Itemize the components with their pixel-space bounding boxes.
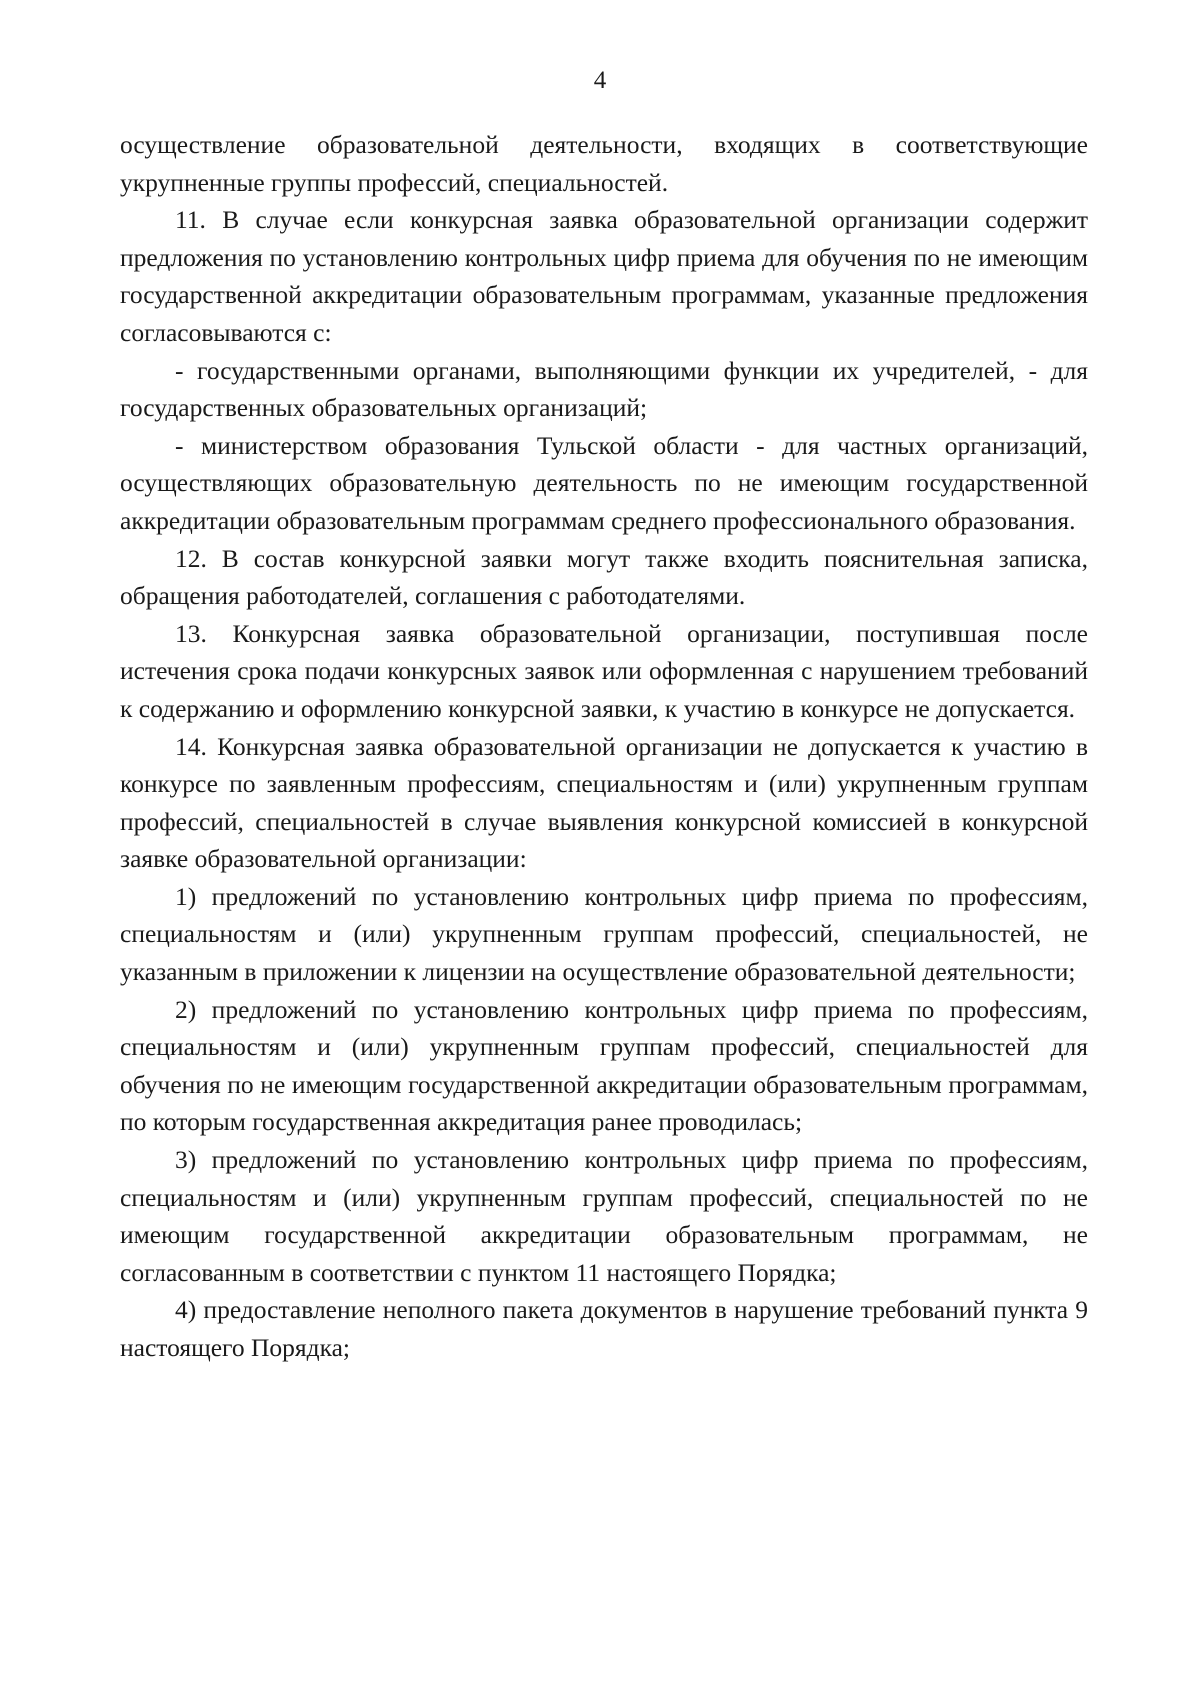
paragraph-item-11: 11. В случае если конкурсная заявка образовательной организации содержит предложения по установлению контрольных цифр приема для обучения по не имеющим государственной аккредитации образовательным программам, указанные предложения согласовываются с: (120, 205, 1088, 347)
paragraph-continuation: осуществление образовательной деятельности, входящих в соответствующие укрупненные группы профессий, специальностей. (120, 130, 1088, 197)
paragraph-subitem-1: 1) предложений по установлению контрольных цифр приема по профессиям, специальностям и (или) укрупненным группам профессий, специальностей, не указанным в приложении к лицензии на осуществление образовательной деятельности; (120, 881, 1088, 987)
document-body (120, 126, 1088, 1367)
paragraph-subitem-2: 2) предложений по установлению контрольных цифр приема по профессиям, специальностям и (или) укрупненным группам профессий, специальностей для обучения по не имеющим государственной аккредитации образовательным программам, по которым государственная аккредитация ранее проводилась; (120, 994, 1088, 1137)
page-number: 4 (593, 67, 607, 94)
paragraph-dash-ministry: - министерством образования Тульской области - для частных организаций, осуществляющих образовательную деятельность по не имеющим государственной аккредитации образовательным программам среднего профессионального образования. (120, 430, 1088, 535)
paragraph-item-13: 13. Конкурсная заявка образовательной организации, поступившая после истечения срока подачи конкурсных заявок или оформленная с нарушением требований к содержанию и оформлению конкурсной заявки, к участию в конкурсе не допускается. (120, 618, 1088, 723)
paragraph-item-12: 12. В состав конкурсной заявки могут также входить пояснительная записка, обращения работодателей, соглашения с работодателями. (120, 543, 1088, 611)
paragraph-subitem-3: 3) предложений по установлению контрольных цифр приема по профессиям, специальностям и (или) укрупненным группам профессий, специальностей по не имеющим государственной аккредитации образовательным программам, не согласованным в соответствии с пунктом 11 настоящего Порядка; (120, 1145, 1088, 1287)
paragraph-subitem-4: 4) предоставление неполного пакета документов в нарушение требований пункта 9 настоящего Порядка; (120, 1295, 1088, 1362)
paragraph-dash-state-bodies: - государственными органами, выполняющими функции их учредителей, - для государственных образовательных организаций; (120, 355, 1088, 423)
paragraph-item-14: 14. Конкурсная заявка образовательной организации не допускается к участию в конкурсе по заявленным профессиям, специальностям и (или) укрупненным группам профессий, специальностей в случае выявления конкурсной комиссией в конкурсной заявке образовательной организации: (120, 731, 1088, 874)
